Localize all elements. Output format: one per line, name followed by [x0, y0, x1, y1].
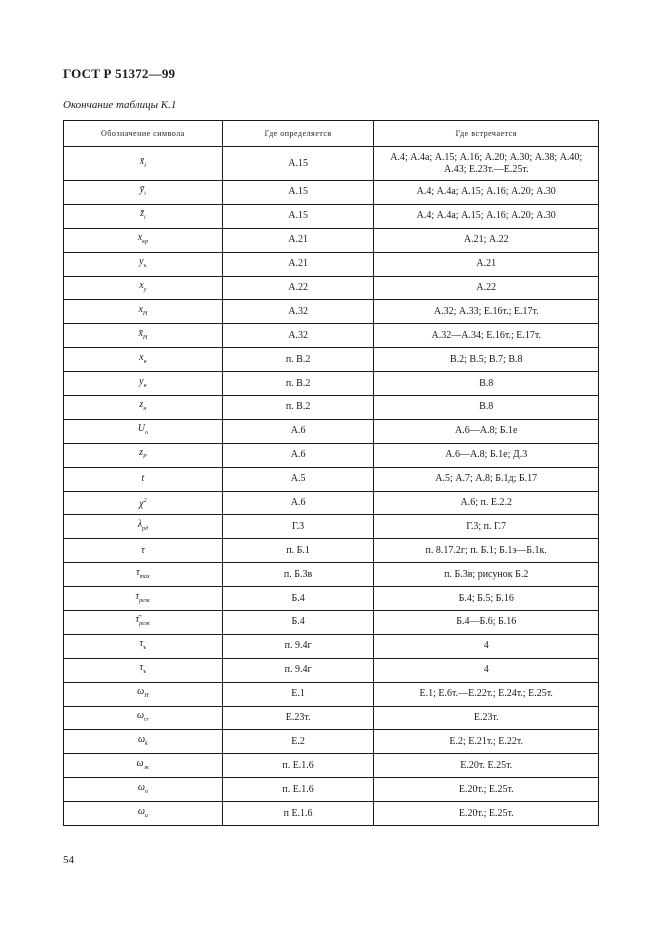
symbol-cell [64, 658, 223, 682]
table-row [64, 611, 599, 635]
table-row [64, 778, 599, 802]
symbol-cell [64, 491, 223, 515]
defined-cell: А.22 [222, 276, 374, 300]
used-cell: Е.2; Е.21т.; Е.22т. [374, 730, 599, 754]
symbol-subscript: п [144, 788, 148, 795]
defined-cell: А.5 [222, 467, 374, 491]
defined-cell: А.32 [222, 300, 374, 324]
table-row [64, 515, 599, 539]
defined-cell: п. 9.4г [222, 658, 374, 682]
symbol-base: ω [137, 686, 145, 698]
symbol-cell [64, 563, 223, 587]
used-cell: А.6—А.8; Б.1е [374, 419, 599, 443]
used-cell: В.8 [374, 372, 599, 396]
symbol-base: x̄ [139, 155, 145, 167]
defined-cell: Е.1 [222, 682, 374, 706]
defined-cell: Е.23т. [222, 706, 374, 730]
symbol-base: x [137, 232, 143, 244]
defined-cell: А.21 [222, 252, 374, 276]
symbol-base: τ [136, 566, 140, 578]
column-header-used: Где встречается [374, 121, 599, 147]
symbol-base: ω [136, 757, 144, 769]
symbol-subscript: P [142, 454, 147, 461]
table-row [64, 396, 599, 420]
defined-cell: А.15 [222, 147, 374, 181]
table-row [64, 228, 599, 252]
symbol-subscript: i [144, 162, 146, 169]
symbol-subscript: н [143, 406, 147, 413]
symbol-subscript: кр [142, 239, 148, 246]
defined-cell: п Е.1.6 [222, 802, 374, 826]
table-header-row [64, 121, 599, 147]
symbol-cell [64, 515, 223, 539]
symbol-subscript: max [139, 573, 150, 580]
table-row [64, 491, 599, 515]
used-cell: 4 [374, 658, 599, 682]
used-cell: Б.4—Б.6; Б.16 [374, 611, 599, 635]
symbol-base: x̄ [138, 327, 143, 339]
used-cell: А.4; А.4а; А.15; А.16; А.20; А.30 [374, 204, 599, 228]
symbol-base: ω [137, 781, 145, 793]
table-row [64, 252, 599, 276]
column-header-symbol: Обозначение символа [64, 121, 223, 147]
symbol-cell [64, 754, 223, 778]
defined-cell: п. В.2 [222, 348, 374, 372]
table-row [64, 634, 599, 658]
used-cell: п. Б.3в; рисунок Б.2 [374, 563, 599, 587]
table-row [64, 730, 599, 754]
symbol-base: z [139, 447, 143, 459]
symbol-subscript: реж [139, 621, 151, 628]
symbol-base: y [139, 375, 144, 387]
symbol-subscript: н [143, 358, 147, 365]
symbol-cell [64, 204, 223, 228]
symbol-base: ω [136, 710, 145, 722]
table-row [64, 348, 599, 372]
symbol-cell [64, 611, 223, 635]
defined-cell: Б.4 [222, 587, 374, 611]
table-row [64, 754, 599, 778]
table-row [64, 563, 599, 587]
defined-cell: А.15 [222, 204, 374, 228]
used-cell: Е.20т.; Е.25т. [374, 778, 599, 802]
defined-cell: А.15 [222, 181, 374, 205]
symbol-subscript: u [144, 812, 148, 819]
symbol-cell [64, 228, 223, 252]
symbol-base: ω [137, 733, 146, 745]
symbol-cell [64, 443, 223, 467]
symbol-cell [64, 802, 223, 826]
symbol-cell [64, 348, 223, 372]
symbol-subscript: Н [142, 310, 148, 317]
symbol-cell [64, 634, 223, 658]
used-cell: Е.20т. Е.25т. [374, 754, 599, 778]
defined-cell: п. В.2 [222, 372, 374, 396]
used-cell: А.6; п. Е.2.2 [374, 491, 599, 515]
symbol-subscript: реж [139, 597, 151, 604]
table-row [64, 300, 599, 324]
symbol-base: t [141, 473, 145, 485]
symbol-base: τ [135, 590, 140, 602]
defined-cell: п. Б.1 [222, 539, 374, 563]
symbol-base: ω [137, 805, 145, 817]
symbol-base: τ [139, 638, 144, 650]
symbol-base: χ [139, 498, 144, 510]
symbol-cell [64, 587, 223, 611]
symbol-cell [64, 419, 223, 443]
table-row [64, 682, 599, 706]
symbol-subscript: o [144, 430, 148, 437]
symbol-subscript: i [144, 191, 146, 198]
symbol-subscript: rr [144, 717, 149, 724]
column-header-defined: Где определяется [222, 121, 374, 147]
defined-cell: Е.2 [222, 730, 374, 754]
symbol-base: τ [141, 544, 145, 556]
defined-cell: А.6 [222, 443, 374, 467]
table-row [64, 147, 599, 181]
used-cell: А.5; А.7; А.8; Б.1д; Б.17 [374, 467, 599, 491]
symbol-cell [64, 467, 223, 491]
used-cell: А.6—А.8; Б.1е; Д.3 [374, 443, 599, 467]
symbol-subscript: Н [142, 334, 148, 341]
defined-cell: А.6 [222, 419, 374, 443]
symbol-cell [64, 300, 223, 324]
used-cell: А.21 [374, 252, 599, 276]
symbol-cell [64, 252, 223, 276]
symbol-subscript: рд [142, 525, 149, 532]
symbol-subscript: ъ [143, 669, 147, 676]
used-cell: 4 [374, 634, 599, 658]
table-row [64, 706, 599, 730]
defined-cell: п. Е.1.6 [222, 778, 374, 802]
symbol-cell [64, 181, 223, 205]
symbol-base: z [139, 399, 144, 411]
used-cell: Г.3; п. Г.7 [374, 515, 599, 539]
symbol-subscript: ж [143, 764, 150, 771]
symbol-base: x [138, 303, 143, 315]
used-cell: А.32; А.33; Е.16т.; Е.17т. [374, 300, 599, 324]
table-row [64, 181, 599, 205]
symbol-subscript: ъ [143, 263, 147, 270]
used-cell: Б.4; Б.5; Б.16 [374, 587, 599, 611]
table-caption: Окончание таблицы К.1 [63, 99, 177, 111]
symbol-cell [64, 372, 223, 396]
used-cell: п. 8.17.2г; п. Б.1; Б.1з—Б.1к. [374, 539, 599, 563]
symbol-subscript: k [145, 740, 148, 747]
defined-cell: п. 9.4г [222, 634, 374, 658]
symbol-cell [64, 706, 223, 730]
symbol-base: ȳ [139, 184, 145, 196]
symbol-cell [64, 324, 223, 348]
used-cell: А.4; А.4а; А.15; А.16; А.20; А.30 [374, 181, 599, 205]
table-row [64, 204, 599, 228]
table-row [64, 467, 599, 491]
used-cell: А.21; А.22 [374, 228, 599, 252]
defined-cell: А.21 [222, 228, 374, 252]
symbol-base: λ [137, 518, 143, 530]
used-cell: В.2; В.5; В.7; В.8 [374, 348, 599, 372]
used-cell: Е.1; Е.6т.—Е.22т.; Е.24т.; Е.25т. [374, 682, 599, 706]
used-cell: Е.20т.; Е.25т. [374, 802, 599, 826]
defined-cell: п. В.2 [222, 396, 374, 420]
symbol-base: x [139, 351, 144, 363]
symbol-cell [64, 539, 223, 563]
used-cell: А.22 [374, 276, 599, 300]
used-cell: В.8 [374, 396, 599, 420]
document-code: ГОСТ Р 51372—99 [63, 66, 176, 81]
symbol-subscript: ъ [143, 645, 147, 652]
used-cell: А.4; А.4а; А.15; А.16; А.20; А.30; А.38; А.40; А.43; Е.23т.—Е.25т. [374, 147, 599, 181]
table-row [64, 276, 599, 300]
defined-cell: А.6 [222, 491, 374, 515]
symbol-cell [64, 276, 223, 300]
symbol-cell [64, 682, 223, 706]
table-row [64, 658, 599, 682]
used-cell: Е.23т. [374, 706, 599, 730]
table-row [64, 802, 599, 826]
symbol-cell [64, 396, 223, 420]
table-row [64, 324, 599, 348]
symbol-base: y [139, 256, 144, 268]
used-cell: А.32—А.34; Е.16т.; Е.17т. [374, 324, 599, 348]
defined-cell: Б.4 [222, 611, 374, 635]
table-row [64, 539, 599, 563]
page-number: 54 [63, 854, 74, 866]
table-row [64, 419, 599, 443]
defined-cell: А.32 [222, 324, 374, 348]
symbol-cell [64, 778, 223, 802]
symbol-subscript: у [143, 287, 147, 293]
symbol-base: z̄ [140, 208, 144, 220]
symbol-superscript: 2 [143, 498, 147, 505]
symbol-base: U [137, 423, 145, 435]
defined-cell: п. Е.1.6 [222, 754, 374, 778]
table-row [64, 443, 599, 467]
symbol-subscript: H [144, 693, 149, 700]
symbol-base: τ̄ [135, 614, 140, 626]
table-row [64, 372, 599, 396]
symbol-base: x [139, 280, 144, 291]
defined-cell: Г.3 [222, 515, 374, 539]
symbol-subscript: н [143, 382, 147, 389]
symbol-base: τ [139, 662, 144, 674]
defined-cell: п. Б.3в [222, 563, 374, 587]
symbol-cell [64, 147, 223, 181]
symbol-table [63, 120, 599, 826]
symbol-subscript: i [143, 215, 146, 222]
symbol-cell [64, 730, 223, 754]
table-row [64, 587, 599, 611]
